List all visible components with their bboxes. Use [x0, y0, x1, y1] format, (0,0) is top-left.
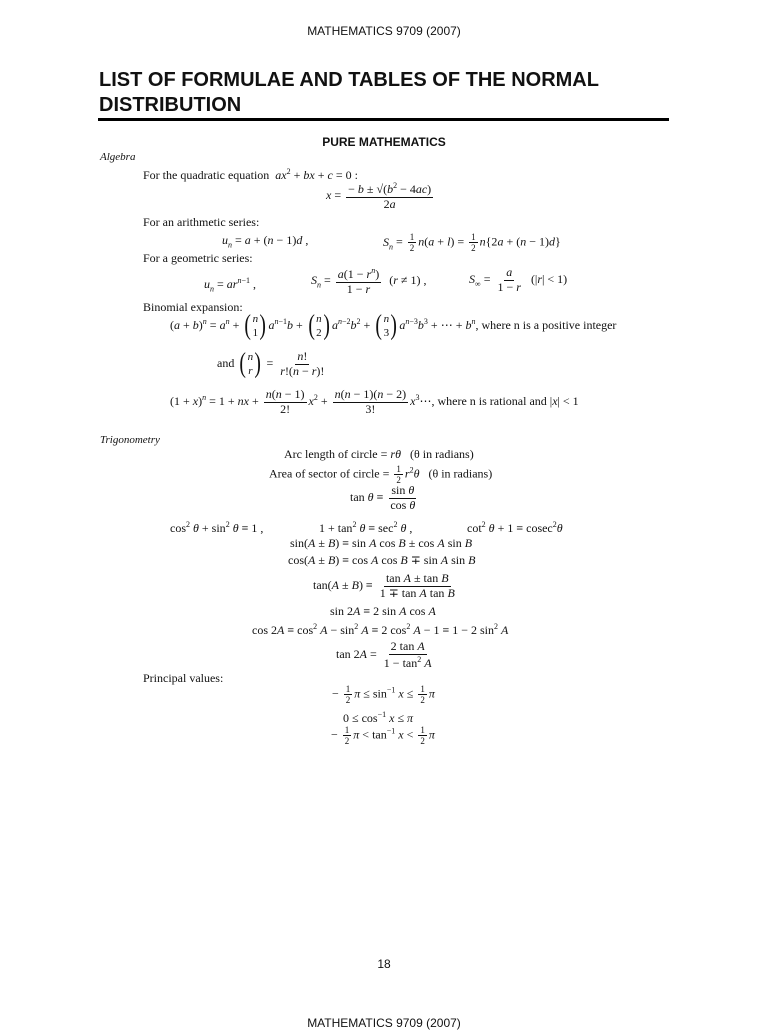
binomial-coefficient: and ( n r ) = $\frac{n!}{r!(n - r)!}$ — [217, 348, 325, 380]
arccos-range: $0 \le \cos^{-1} x \le \pi$ — [343, 710, 414, 725]
geometric-nth-term: $u_n = ar^{n-1}$ , — [204, 276, 256, 294]
quadratic-formula: x = $\frac{- b \pm √(b^2 - 4ac)}{2a}$ — [326, 181, 432, 211]
tan-compound: tan(A ± B) ≡ $\frac{\text{tan A ± tan B}}{\text{1 ∓ tan A tan B}}$ — [313, 571, 455, 600]
tan-identity: tan θ ≡ $\frac{\text{sin θ}}{\text{cos θ}}$ — [350, 483, 416, 512]
arithmetic-intro: For an arithmetic series: — [143, 215, 260, 229]
arithmetic-nth-term: $u_n = a + (n - 1)d$ , — [222, 233, 309, 250]
sector-area-radians-note: (θ in radians) — [428, 466, 493, 481]
geometric-infinite-sum: $S_\infty$ = $\frac{a}{1 - r}$ (|r| < 1) — [469, 265, 568, 294]
pythagorean-identity: $\cos^2 \theta + \sin^2 \theta \equiv 1$ , — [170, 520, 264, 535]
arctan-range: − $\frac{1}{2}$ $\pi < \tan^{-1} x$ < $\frac{1}{2}$ π — [331, 725, 435, 747]
algebra-heading: Algebra — [100, 151, 136, 163]
arc-length-radians-note: (θ in radians) — [409, 447, 474, 461]
sector-area-label: Area of sector of circle — [269, 466, 380, 481]
general-binomial-series: $(1 + x)^n = 1$ + nx + $\frac{n(n - 1)}{2!}$ $x^2$ + $\frac{n(n - 1)(n - 2)}{3!}$ $x^3\cdots$, where n is rational and |x| < 1 — [170, 387, 579, 416]
cos-compound: cos(A ± B) ≡ cos A cos B ∓ sin A sin B — [288, 553, 476, 567]
sector-area-formula: Area of sector of circle = $\frac{1}{2}$ $r^2\theta$ (θ in radians) — [269, 464, 493, 486]
binomial-note: , where n is a positive integer — [475, 318, 617, 333]
title-line-1: LIST OF FORMULAE AND TABLES OF THE NORMAL — [99, 69, 599, 91]
arcsin-range: − $\frac{1}{2}$ $\pi \le \sin^{-1} x$ ≤ $\frac{1}{2}$ π — [332, 684, 435, 706]
cot-cosec-identity: $\cot^2 \theta + 1 \equiv cosec^2\theta$ — [467, 520, 563, 535]
title-line-2: DISTRIBUTION — [99, 94, 242, 116]
binomial-expansion: $(a + b)^n = a^n$ + ( n 1 ) $a^{n-1}b$ + ( n 2 ) $a^{n-2}b^2$ + ( n 3 ) $a^{n-3}b^3$ + ⋯ + $b^n$, where n is a positive integer — [170, 310, 617, 342]
page-number: 18 — [377, 957, 391, 971]
page-title — [99, 68, 599, 118]
cos-double-angle: $\cos 2A \equiv \cos^2 A - \sin^2 A \equiv 2$ $\cos^2 A - 1 \equiv 1 - 2$ $\sin^2 A$ — [252, 622, 509, 637]
geometric-sum: $S_n$ = $\frac{a(1 - r^n)}{1 - r}$ (r ≠ 1) , — [311, 266, 427, 296]
quadratic-intro-text: For the quadratic equation — [143, 168, 270, 182]
binomial-intro: Binomial expansion: — [143, 300, 243, 314]
next-page-header: MATHEMATICS 9709 (2007) — [307, 1016, 461, 1030]
tan-double-angle: tan 2A = $\frac{\text{2 tan A}}{1 - \tan^2 A}$ — [336, 639, 432, 670]
arc-length-formula: Arc length of circle = rθ (θ in radians) — [284, 447, 474, 461]
geometric-intro: For a geometric series: — [143, 251, 253, 265]
page-header: MATHEMATICS 9709 (2007) — [307, 24, 461, 38]
arc-length-label: Arc length of circle — [284, 447, 378, 461]
section-heading: PURE MATHEMATICS — [322, 135, 446, 149]
arithmetic-sum: $S_n$ = $\frac{1}{2}$ n(a + l) = $\frac{1}{2}$ n{2a + (n − 1)d} — [383, 232, 561, 254]
title-rule — [98, 118, 669, 121]
principal-values-label: Principal values: — [143, 671, 224, 685]
series-note: , where n is rational and — [431, 394, 547, 409]
sin-double-angle: sin 2A ≡ 2 sin A cos A — [330, 604, 436, 618]
trigonometry-heading: Trigonometry — [100, 434, 160, 446]
tan-sec-identity: $1 + \tan^2 \theta \equiv \sec^2 \theta$ , — [319, 520, 413, 535]
and-label: and — [217, 356, 235, 371]
quadratic-equation: $ax^2$ + bx + c = 0 : — [275, 167, 358, 182]
sin-compound: sin(A ± B) ≡ sin A cos B ± cos A sin B — [290, 536, 473, 550]
